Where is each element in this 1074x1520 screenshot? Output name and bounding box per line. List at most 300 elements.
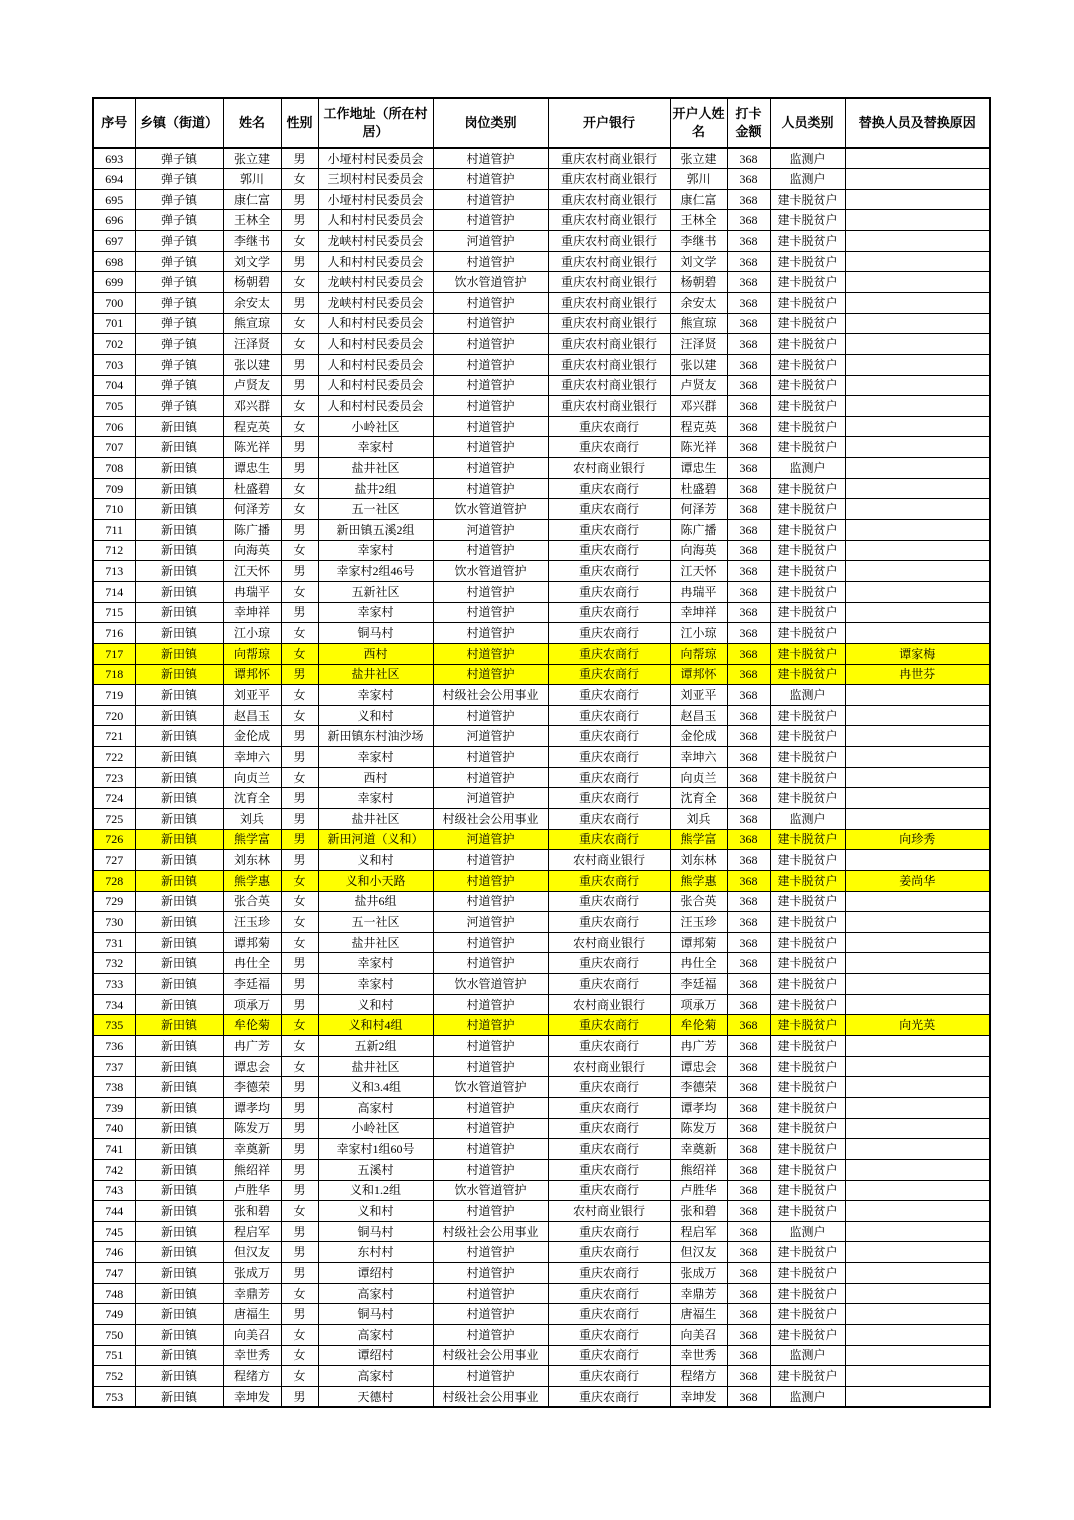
cell-payee-name: 熊学富	[670, 829, 727, 850]
cell-payee-name: 李继书	[670, 231, 727, 252]
cell-name: 刘兵	[223, 809, 281, 830]
cell-name: 江天怀	[223, 561, 281, 582]
cell-name: 熊学富	[223, 829, 281, 850]
cell-bank: 重庆农商行	[548, 1139, 670, 1160]
cell-amount: 368	[727, 623, 770, 644]
cell-replacement	[845, 1077, 990, 1098]
cell-name: 汪玉珍	[223, 912, 281, 933]
header-cell-payee-name: 开户人姓名	[670, 98, 727, 148]
cell-bank: 重庆农村商业银行	[548, 251, 670, 272]
cell-person-category: 监测户	[770, 1386, 845, 1407]
cell-person-category: 建卡脱贫户	[770, 788, 845, 809]
personnel-roster-table	[92, 97, 991, 1408]
cell-serial: 697	[93, 231, 135, 252]
cell-name: 康仁富	[223, 189, 281, 210]
cell-work-address: 盐井社区	[318, 1056, 433, 1077]
cell-replacement	[845, 416, 990, 437]
cell-post-category: 饮水管道管护	[433, 974, 548, 995]
cell-person-category: 建卡脱贫户	[770, 994, 845, 1015]
cell-township: 新田镇	[135, 1201, 223, 1222]
cell-amount: 368	[727, 788, 770, 809]
cell-gender: 女	[281, 1325, 318, 1346]
table-row	[93, 726, 990, 747]
cell-serial: 721	[93, 726, 135, 747]
cell-person-category: 建卡脱贫户	[770, 1015, 845, 1036]
cell-bank: 重庆农商行	[548, 540, 670, 561]
cell-bank: 重庆农商行	[548, 478, 670, 499]
cell-bank: 重庆农商行	[548, 561, 670, 582]
cell-township: 弹子镇	[135, 313, 223, 334]
cell-bank: 重庆农商行	[548, 953, 670, 974]
cell-work-address: 高家村	[318, 1283, 433, 1304]
cell-serial: 694	[93, 169, 135, 190]
cell-serial: 739	[93, 1097, 135, 1118]
cell-replacement	[845, 1036, 990, 1057]
cell-post-category: 村道管护	[433, 396, 548, 417]
cell-replacement	[845, 169, 990, 190]
cell-name: 沈育全	[223, 788, 281, 809]
table-row	[93, 1386, 990, 1407]
cell-bank: 重庆农商行	[548, 726, 670, 747]
cell-payee-name: 项承万	[670, 994, 727, 1015]
cell-name: 程启军	[223, 1221, 281, 1242]
cell-person-category: 建卡脱贫户	[770, 189, 845, 210]
cell-post-category: 村道管护	[433, 1304, 548, 1325]
table-row	[93, 313, 990, 334]
cell-payee-name: 向海英	[670, 540, 727, 561]
cell-person-category: 建卡脱贫户	[770, 251, 845, 272]
cell-work-address: 五一社区	[318, 499, 433, 520]
cell-person-category: 建卡脱贫户	[770, 643, 845, 664]
cell-post-category: 村道管护	[433, 1139, 548, 1160]
cell-township: 新田镇	[135, 1325, 223, 1346]
cell-payee-name: 程克英	[670, 416, 727, 437]
cell-name: 唐福生	[223, 1304, 281, 1325]
cell-replacement	[845, 1139, 990, 1160]
cell-post-category: 村道管护	[433, 334, 548, 355]
cell-serial: 700	[93, 292, 135, 313]
cell-name: 卢胜华	[223, 1180, 281, 1201]
cell-amount: 368	[727, 251, 770, 272]
cell-serial: 748	[93, 1283, 135, 1304]
cell-township: 新田镇	[135, 1263, 223, 1284]
cell-payee-name: 牟伦菊	[670, 1015, 727, 1036]
cell-bank: 重庆农商行	[548, 1036, 670, 1057]
cell-gender: 男	[281, 1077, 318, 1098]
cell-bank: 重庆农村商业银行	[548, 313, 670, 334]
cell-amount: 368	[727, 850, 770, 871]
cell-replacement	[845, 974, 990, 995]
cell-payee-name: 江小琼	[670, 623, 727, 644]
cell-post-category: 村道管护	[433, 437, 548, 458]
cell-name: 幸鼎芳	[223, 1283, 281, 1304]
cell-replacement	[845, 251, 990, 272]
cell-township: 新田镇	[135, 1036, 223, 1057]
cell-person-category: 建卡脱贫户	[770, 1159, 845, 1180]
cell-person-category: 建卡脱贫户	[770, 623, 845, 644]
cell-name: 赵昌玉	[223, 705, 281, 726]
cell-township: 新田镇	[135, 1159, 223, 1180]
cell-gender: 女	[281, 581, 318, 602]
cell-bank: 重庆农商行	[548, 1386, 670, 1407]
cell-post-category: 村级社会公用事业	[433, 809, 548, 830]
table-row	[93, 251, 990, 272]
cell-gender: 男	[281, 974, 318, 995]
cell-person-category: 建卡脱贫户	[770, 499, 845, 520]
cell-work-address: 义和村	[318, 850, 433, 871]
cell-payee-name: 金伦成	[670, 726, 727, 747]
cell-replacement	[845, 1221, 990, 1242]
cell-payee-name: 赵昌玉	[670, 705, 727, 726]
cell-gender: 男	[281, 1304, 318, 1325]
cell-amount: 368	[727, 1345, 770, 1366]
cell-person-category: 建卡脱贫户	[770, 1325, 845, 1346]
cell-township: 新田镇	[135, 705, 223, 726]
cell-bank: 重庆农商行	[548, 974, 670, 995]
cell-amount: 368	[727, 685, 770, 706]
cell-bank: 重庆农商行	[548, 623, 670, 644]
cell-township: 新田镇	[135, 1056, 223, 1077]
cell-township: 新田镇	[135, 1283, 223, 1304]
table-row	[93, 912, 990, 933]
cell-post-category: 河道管护	[433, 788, 548, 809]
table-row	[93, 210, 990, 231]
cell-person-category: 建卡脱贫户	[770, 272, 845, 293]
cell-post-category: 村道管护	[433, 891, 548, 912]
cell-amount: 368	[727, 169, 770, 190]
cell-amount: 368	[727, 891, 770, 912]
cell-township: 弹子镇	[135, 148, 223, 169]
cell-person-category: 建卡脱贫户	[770, 1056, 845, 1077]
cell-name: 李继书	[223, 231, 281, 252]
cell-gender: 男	[281, 953, 318, 974]
cell-payee-name: 幸奠新	[670, 1139, 727, 1160]
cell-amount: 368	[727, 499, 770, 520]
cell-post-category: 村道管护	[433, 1242, 548, 1263]
cell-person-category: 建卡脱贫户	[770, 1201, 845, 1222]
cell-serial: 750	[93, 1325, 135, 1346]
cell-name: 冉瑞平	[223, 581, 281, 602]
cell-payee-name: 汪泽贤	[670, 334, 727, 355]
cell-amount: 368	[727, 1304, 770, 1325]
cell-gender: 男	[281, 437, 318, 458]
cell-serial: 712	[93, 540, 135, 561]
cell-person-category: 监测户	[770, 809, 845, 830]
cell-serial: 716	[93, 623, 135, 644]
cell-payee-name: 刘文学	[670, 251, 727, 272]
cell-payee-name: 陈光祥	[670, 437, 727, 458]
cell-payee-name: 向贞兰	[670, 767, 727, 788]
cell-replacement	[845, 747, 990, 768]
table-row	[93, 1304, 990, 1325]
cell-bank: 重庆农商行	[548, 1221, 670, 1242]
cell-serial: 715	[93, 602, 135, 623]
cell-work-address: 盐井社区	[318, 809, 433, 830]
cell-replacement	[845, 891, 990, 912]
cell-township: 弹子镇	[135, 231, 223, 252]
cell-post-category: 村道管护	[433, 623, 548, 644]
cell-township: 新田镇	[135, 602, 223, 623]
cell-replacement	[845, 458, 990, 479]
cell-replacement	[845, 334, 990, 355]
cell-gender: 女	[281, 891, 318, 912]
cell-replacement	[845, 375, 990, 396]
cell-amount: 368	[727, 953, 770, 974]
cell-work-address: 龙峡村村民委员会	[318, 231, 433, 252]
cell-serial: 698	[93, 251, 135, 272]
cell-name: 向美召	[223, 1325, 281, 1346]
cell-payee-name: 陈发万	[670, 1118, 727, 1139]
cell-bank: 重庆农商行	[548, 602, 670, 623]
cell-replacement	[845, 437, 990, 458]
cell-gender: 男	[281, 251, 318, 272]
cell-serial: 707	[93, 437, 135, 458]
cell-bank: 重庆农村商业银行	[548, 334, 670, 355]
cell-gender: 女	[281, 478, 318, 499]
cell-replacement	[845, 1386, 990, 1407]
cell-post-category: 村道管护	[433, 581, 548, 602]
cell-bank: 重庆农商行	[548, 912, 670, 933]
cell-serial: 713	[93, 561, 135, 582]
table-row	[93, 1283, 990, 1304]
cell-gender: 女	[281, 416, 318, 437]
cell-serial: 749	[93, 1304, 135, 1325]
cell-replacement	[845, 292, 990, 313]
cell-post-category: 村道管护	[433, 416, 548, 437]
cell-name: 但汉友	[223, 1242, 281, 1263]
cell-amount: 368	[727, 809, 770, 830]
cell-gender: 男	[281, 1386, 318, 1407]
cell-township: 新田镇	[135, 829, 223, 850]
header-cell-serial: 序号	[93, 98, 135, 148]
cell-gender: 女	[281, 767, 318, 788]
cell-replacement	[845, 1345, 990, 1366]
cell-township: 弹子镇	[135, 210, 223, 231]
cell-gender: 女	[281, 1345, 318, 1366]
cell-bank: 重庆农村商业银行	[548, 272, 670, 293]
header-cell-post-category: 岗位类别	[433, 98, 548, 148]
cell-amount: 368	[727, 1139, 770, 1160]
cell-amount: 368	[727, 1221, 770, 1242]
cell-gender: 男	[281, 664, 318, 685]
cell-name: 卢贤友	[223, 375, 281, 396]
cell-replacement	[845, 1263, 990, 1284]
cell-amount: 368	[727, 870, 770, 891]
cell-post-category: 村道管护	[433, 148, 548, 169]
cell-serial: 708	[93, 458, 135, 479]
cell-person-category: 建卡脱贫户	[770, 891, 845, 912]
cell-township: 新田镇	[135, 1118, 223, 1139]
cell-person-category: 建卡脱贫户	[770, 1036, 845, 1057]
cell-amount: 368	[727, 912, 770, 933]
cell-work-address: 人和村村民委员会	[318, 313, 433, 334]
cell-name: 谭孝均	[223, 1097, 281, 1118]
cell-township: 新田镇	[135, 891, 223, 912]
header-cell-gender: 性别	[281, 98, 318, 148]
cell-payee-name: 程启军	[670, 1221, 727, 1242]
cell-name: 向海英	[223, 540, 281, 561]
cell-post-category: 村道管护	[433, 1325, 548, 1346]
cell-work-address: 盐井社区	[318, 932, 433, 953]
table-row	[93, 189, 990, 210]
cell-township: 新田镇	[135, 788, 223, 809]
cell-post-category: 村道管护	[433, 210, 548, 231]
cell-replacement	[845, 602, 990, 623]
cell-work-address: 盐井社区	[318, 458, 433, 479]
cell-work-address: 龙峡村村民委员会	[318, 292, 433, 313]
cell-bank: 重庆农村商业银行	[548, 354, 670, 375]
cell-work-address: 人和村村民委员会	[318, 334, 433, 355]
table-row	[93, 437, 990, 458]
cell-serial: 753	[93, 1386, 135, 1407]
cell-payee-name: 唐福生	[670, 1304, 727, 1325]
cell-amount: 368	[727, 354, 770, 375]
cell-work-address: 幸家村	[318, 602, 433, 623]
cell-payee-name: 郭川	[670, 169, 727, 190]
table-header-row	[93, 98, 990, 148]
table-row	[93, 664, 990, 685]
cell-name: 张和碧	[223, 1201, 281, 1222]
cell-bank: 农村商业银行	[548, 850, 670, 871]
cell-work-address: 五一社区	[318, 912, 433, 933]
cell-replacement	[845, 912, 990, 933]
cell-replacement	[845, 189, 990, 210]
cell-serial: 695	[93, 189, 135, 210]
cell-work-address: 小垭村村民委员会	[318, 189, 433, 210]
cell-work-address: 高家村	[318, 1366, 433, 1387]
cell-payee-name: 谭邦怀	[670, 664, 727, 685]
cell-serial: 725	[93, 809, 135, 830]
cell-post-category: 村级社会公用事业	[433, 1345, 548, 1366]
cell-township: 新田镇	[135, 1242, 223, 1263]
cell-payee-name: 王林全	[670, 210, 727, 231]
table-row	[93, 1139, 990, 1160]
cell-township: 新田镇	[135, 850, 223, 871]
header-cell-replacement: 替换人员及替换原因	[845, 98, 990, 148]
cell-post-category: 村道管护	[433, 1263, 548, 1284]
cell-post-category: 村道管护	[433, 994, 548, 1015]
cell-payee-name: 谭孝均	[670, 1097, 727, 1118]
table-row	[93, 561, 990, 582]
cell-township: 新田镇	[135, 561, 223, 582]
cell-bank: 重庆农商行	[548, 643, 670, 664]
table-row	[93, 478, 990, 499]
cell-amount: 368	[727, 1366, 770, 1387]
cell-work-address: 义和小天路	[318, 870, 433, 891]
cell-person-category: 监测户	[770, 1221, 845, 1242]
cell-amount: 368	[727, 458, 770, 479]
table-row	[93, 169, 990, 190]
cell-gender: 女	[281, 1056, 318, 1077]
cell-replacement	[845, 1159, 990, 1180]
cell-post-category: 村道管护	[433, 767, 548, 788]
cell-person-category: 建卡脱贫户	[770, 1242, 845, 1263]
cell-township: 新田镇	[135, 1077, 223, 1098]
cell-payee-name: 何泽芳	[670, 499, 727, 520]
cell-gender: 男	[281, 1221, 318, 1242]
cell-township: 新田镇	[135, 1366, 223, 1387]
cell-township: 新田镇	[135, 1221, 223, 1242]
cell-person-category: 建卡脱贫户	[770, 540, 845, 561]
table-row	[93, 396, 990, 417]
cell-gender: 男	[281, 1097, 318, 1118]
cell-payee-name: 谭忠生	[670, 458, 727, 479]
cell-replacement: 向光英	[845, 1015, 990, 1036]
cell-township: 新田镇	[135, 664, 223, 685]
cell-person-category: 建卡脱贫户	[770, 974, 845, 995]
cell-payee-name: 卢贤友	[670, 375, 727, 396]
table-row	[93, 643, 990, 664]
cell-amount: 368	[727, 1386, 770, 1407]
cell-serial: 720	[93, 705, 135, 726]
table-row	[93, 1201, 990, 1222]
cell-township: 弹子镇	[135, 375, 223, 396]
cell-gender: 女	[281, 912, 318, 933]
cell-person-category: 建卡脱贫户	[770, 767, 845, 788]
cell-payee-name: 陈广播	[670, 520, 727, 541]
cell-township: 弹子镇	[135, 396, 223, 417]
cell-township: 新田镇	[135, 1386, 223, 1407]
cell-bank: 重庆农商行	[548, 1180, 670, 1201]
cell-replacement: 冉世芬	[845, 664, 990, 685]
cell-work-address: 高家村	[318, 1097, 433, 1118]
cell-gender: 男	[281, 292, 318, 313]
cell-work-address: 西村	[318, 643, 433, 664]
cell-post-category: 村道管护	[433, 292, 548, 313]
cell-name: 刘东林	[223, 850, 281, 871]
cell-amount: 368	[727, 829, 770, 850]
cell-township: 新田镇	[135, 540, 223, 561]
cell-gender: 女	[281, 623, 318, 644]
table-row	[93, 1325, 990, 1346]
cell-bank: 重庆农商行	[548, 1077, 670, 1098]
cell-bank: 农村商业银行	[548, 994, 670, 1015]
cell-name: 刘亚平	[223, 685, 281, 706]
cell-gender: 女	[281, 1201, 318, 1222]
cell-name: 陈光祥	[223, 437, 281, 458]
cell-work-address: 天德村	[318, 1386, 433, 1407]
cell-bank: 农村商业银行	[548, 1201, 670, 1222]
cell-serial: 738	[93, 1077, 135, 1098]
cell-work-address: 人和村村民委员会	[318, 396, 433, 417]
table-row	[93, 1036, 990, 1057]
cell-name: 邓兴群	[223, 396, 281, 417]
cell-payee-name: 张成万	[670, 1263, 727, 1284]
cell-bank: 重庆农商行	[548, 1304, 670, 1325]
cell-amount: 368	[727, 561, 770, 582]
cell-serial: 703	[93, 354, 135, 375]
cell-post-category: 村道管护	[433, 1201, 548, 1222]
cell-post-category: 村道管护	[433, 1036, 548, 1057]
cell-person-category: 建卡脱贫户	[770, 1180, 845, 1201]
cell-serial: 742	[93, 1159, 135, 1180]
cell-name: 幸奠新	[223, 1139, 281, 1160]
cell-work-address: 盐井2组	[318, 478, 433, 499]
cell-bank: 重庆农商行	[548, 1263, 670, 1284]
table-row	[93, 1366, 990, 1387]
cell-person-category: 建卡脱贫户	[770, 1139, 845, 1160]
cell-township: 新田镇	[135, 953, 223, 974]
cell-serial: 730	[93, 912, 135, 933]
cell-name: 项承万	[223, 994, 281, 1015]
cell-post-category: 村道管护	[433, 478, 548, 499]
cell-amount: 368	[727, 1180, 770, 1201]
cell-gender: 女	[281, 1366, 318, 1387]
cell-gender: 女	[281, 499, 318, 520]
cell-payee-name: 杨朝碧	[670, 272, 727, 293]
cell-township: 新田镇	[135, 974, 223, 995]
cell-replacement	[845, 1242, 990, 1263]
